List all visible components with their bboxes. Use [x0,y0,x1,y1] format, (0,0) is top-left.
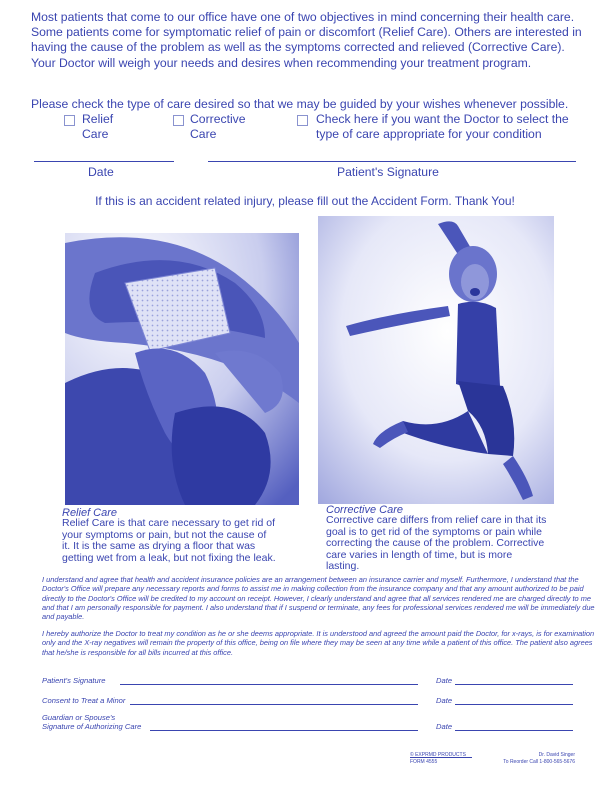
date-label-1: Date [436,676,453,685]
date-label-2: Date [436,696,453,705]
date-label-3: Date [436,722,453,731]
patient-signature-label: Patient's Signature [42,676,106,685]
corrective-care-option-label [190,112,246,141]
corrective-care-title: Corrective Care [326,504,404,516]
jumping-woman-photo [318,216,554,504]
patient-signature-line[interactable] [208,161,576,162]
corrective-option-line1: Corrective [190,112,246,126]
doctor-select-option-label [316,112,569,141]
guardian-label-line2: Signature of Authorizing Care [42,722,142,731]
treatment-authorization-paragraph: I hereby authorize the Doctor to treat my condition as he or she deems appropriate. It is understood and agreed the amount paid the Doctor, for x-rays, is for examination only and the X-ray negatives will remain the property of this office, being on file where they may be seen at any time while a patient of this office. The patient also agrees that he/she is responsible for all bills incurred at this office. [42,629,595,657]
insurance-agreement-paragraph: I understand and agree that health and accident insurance policies are an arrangement between an insurance carrier and myself. Furthermore, I understand that the Doctor's Office will prepare any necessary reports and forms to assist me in making collection from the insurance company and that any amount authorized to be paid directly to the Doctor's Office will be credited to my account on receipt. However, I clearly understand and agree that all services rendered me are charged directly to me and that I am personally responsible for payment. I also understand that if I suspend or terminate, any fees for professional services rendered me will be immediately due and payable. [42,575,595,622]
relief-care-option-label [82,112,113,141]
minor-consent-label: Consent to Treat a Minor [42,696,126,705]
patient-signature-field[interactable] [120,684,418,685]
corrective-care-checkbox[interactable] [173,115,184,126]
footer-publisher-line1: © EXPRMD PRODUCTS [410,752,466,758]
relief-option-line1: Relief [82,112,114,126]
guardian-label [42,713,141,731]
relief-care-title: Relief Care [62,507,118,519]
doctor-option-line1: Check here if you want the Doctor to select the [316,112,569,126]
minor-consent-field[interactable] [130,704,418,705]
date-field-1[interactable] [455,684,573,685]
guardian-signature-field[interactable] [150,730,418,731]
date-line[interactable] [34,161,174,162]
accident-note: If this is an accident related injury, please fill out the Accident Form. Thank You! [95,194,515,208]
bandage-photo [65,233,299,505]
date-caption: Date [88,165,114,179]
doctor-select-checkbox[interactable] [297,115,308,126]
relief-care-description: Relief Care is that care necessary to get rid of your symptoms or pain, but not the cause of it. It is the same as drying a floor that was getting wet from a leak, but not fixing the leak. [62,517,276,564]
corrective-care-description: Corrective care differs from relief care in that its goal is to get rid of the symptoms or pain while correcting the cause of the problem. Corrective care varies in length of time, but is more lasting. [326,514,547,573]
footer-rule-left [410,757,472,758]
footer-reorder-phone: To Reorder Call 1-800-565-5676 [503,758,575,765]
care-instruction: Please check the type of care desired so that we may be guided by your wishes whenever possible. [31,97,569,111]
footer-publisher [410,752,466,765]
date-field-3[interactable] [455,730,573,731]
footer-form-number: FORM 4555 [410,758,438,765]
corrective-option-line2: Care [190,126,217,141]
footer-doctor-name: Dr. David Singer [538,752,575,758]
doctor-option-line2: type of care appropriate for your condition [316,126,542,141]
guardian-label-line1: Guardian or Spouse's [42,713,116,722]
patient-signature-caption: Patient's Signature [337,165,439,179]
date-field-2[interactable] [455,704,573,705]
relief-option-line2: Care [82,126,109,141]
footer-reorder [503,752,575,765]
intro-paragraph: Most patients that come to our office have one of two objectives in mind concerning their health care. Some patients come for symptomatic relief of pain or discomfort (Relief Care). Others are interested in having the cause of the problem as well as the symptoms corrected and relieved (Corrective Care). Your Doctor will weigh your needs and desires when recommending your treatment program. [31,10,582,70]
relief-care-checkbox[interactable] [64,115,75,126]
